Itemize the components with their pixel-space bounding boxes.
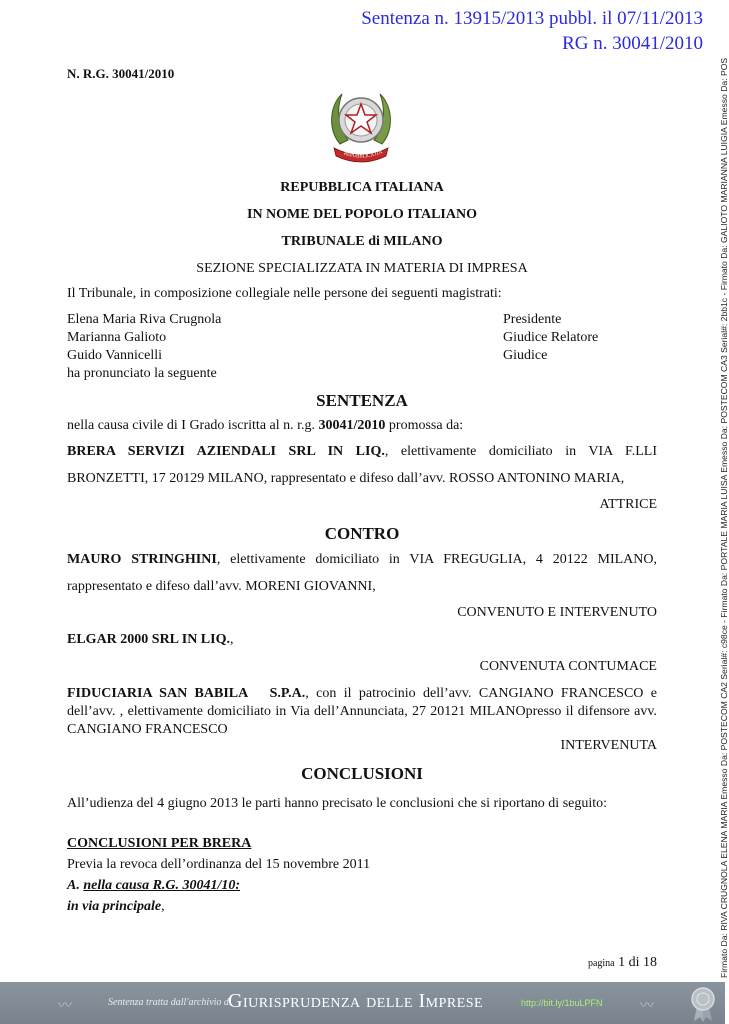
footer-banner	[0, 982, 725, 1024]
case-suffix: promossa da:	[388, 418, 464, 433]
page-count: 1 di 18	[618, 955, 657, 970]
section-conclusioni-title: CONCLUSIONI	[301, 764, 423, 783]
party3-paragraph	[67, 685, 657, 739]
ornament-left-icon: 〰	[58, 999, 72, 1014]
judge-name: Marianna Galioto	[67, 330, 167, 345]
heading-republic: REPUBBLICA ITALIANA	[280, 180, 444, 195]
stamp-sentence-line: Sentenza n. 13915/2013 pubbl. il 07/11/2013	[361, 8, 703, 29]
conclusioni-brera-heading	[67, 836, 251, 852]
conclusioni-intro: All’udienza del 4 giugno 2013 le parti hanno precisato le conclusioni che si riportano di seguito:	[67, 796, 608, 811]
party2-line	[67, 632, 233, 648]
attrice-line1	[67, 444, 657, 460]
party3-name: FIDUCIARIA SAN BABILA S.P.A.	[67, 686, 306, 701]
stamp-rg-line: RG n. 30041/2010	[562, 33, 703, 54]
item-a-line	[67, 878, 240, 894]
footer-archive-text: Sentenza tratta dall'archivio di	[108, 997, 232, 1008]
in-via-principale-text: in via principale	[67, 899, 162, 914]
italian-republic-emblem-icon	[324, 84, 398, 168]
case-prefix: nella causa civile di I Grado iscritta al n. r.g.	[67, 418, 316, 433]
item-a-text: nella causa R.G. 30041/10:	[83, 878, 241, 893]
heading-sezione: SEZIONE SPECIALIZZATA IN MATERIA DI IMPRESA	[196, 261, 528, 276]
party1-line2: rappresentato e difeso dall’avv. MORENI GIOVANNI,	[67, 579, 376, 594]
section-sentenza-title: SENTENZA	[316, 391, 408, 410]
digital-signature-margin	[708, 0, 729, 980]
party1-role: CONVENUTO E INTERVENUTO	[457, 605, 657, 620]
party1-domicile: , elettivamente domiciliato in VIA FREGUGLIA, 4 20122 MILANO,	[216, 552, 658, 567]
in-via-principale-comma: ,	[161, 899, 165, 914]
medal-ribbon-icon	[688, 986, 718, 1022]
judge-role: Giudice	[503, 348, 548, 363]
attrice-name: BRERA SERVIZI AZIENDALI SRL IN LIQ.	[67, 444, 385, 459]
ornament-right-icon: 〰	[640, 999, 654, 1014]
emblem-ribbon-text: REPUBBLICA ITA	[343, 149, 384, 160]
party3-details: , con il patrocinio dell’avv. CANGIANO FRANCESCO e dell’avv. , elettivamente domiciliato in Via dell’Annunciata, 27 20121 MILANOpresso il difensore avv. CANGIANO FRANCESCO	[67, 686, 657, 737]
judge-name: Elena Maria Riva Crugnola	[67, 312, 222, 327]
judges-names	[67, 311, 221, 383]
in-via-principale-line	[67, 899, 165, 915]
party2-role: CONVENUTA CONTUMACE	[479, 659, 657, 674]
composition-intro: Il Tribunale, in composizione collegiale nelle persone dei seguenti magistrati:	[67, 286, 502, 301]
case-register-number: N. R.G. 30041/2010	[67, 66, 175, 81]
section-contro-title: CONTRO	[324, 524, 400, 543]
attrice-domicile: , elettivamente domiciliato in VIA F.LLI	[384, 444, 657, 459]
attrice-role: ATTRICE	[599, 497, 657, 512]
revoca-line: Previa la revoca dell’ordinanza del 15 novembre 2011	[67, 857, 371, 872]
footer-brand: Giurisprudenza delle Imprese	[228, 990, 484, 1012]
attrice-line2: BRONZETTI, 17 20129 MILANO, rappresentato e difeso dall’avv. ROSSO ANTONINO MARIA,	[67, 471, 625, 486]
judge-role: Giudice Relatore	[503, 330, 599, 345]
party1-name: MAURO STRINGHINI	[67, 552, 217, 567]
conclusioni-brera-heading-text: CONCLUSIONI PER BRERA	[67, 836, 252, 851]
pronounced-text: ha pronunciato la seguente	[67, 366, 217, 381]
judge-name: Guido Vannicelli	[67, 348, 163, 363]
judges-roles	[503, 311, 598, 365]
footer-url-link[interactable]: http://bit.ly/1buLPFN	[521, 998, 603, 1008]
party2-punctuation: ,	[229, 632, 234, 647]
digital-signature-text: Firmato Da: RIVA CRUGNOLA ELENA MARIA Emesso Da: POSTECOM CA2 Serial#: c98ce - Firmato Da: PORTALE MARIA LUISA Emesso Da: POSTECOM CA3 Serial#: 2bb1c - Firmato Da: GALIOTO MARIANNA LUIGIA Emesso Da: POS	[719, 57, 729, 978]
case-line	[67, 418, 463, 434]
judge-role: Presidente	[503, 312, 562, 327]
page-word: pagina	[587, 958, 615, 969]
heading-in-nome: IN NOME DEL POPOLO ITALIANO	[247, 207, 477, 222]
heading-tribunale: TRIBUNALE di MILANO	[281, 234, 443, 249]
item-a-prefix: A.	[67, 878, 80, 893]
case-number: 30041/2010	[318, 418, 386, 433]
party2-name: ELGAR 2000 SRL IN LIQ.	[67, 632, 230, 647]
publication-stamp	[361, 6, 703, 56]
party1-line1	[67, 552, 657, 568]
page-number	[588, 955, 657, 971]
party3-role: INTERVENUTA	[560, 738, 657, 753]
